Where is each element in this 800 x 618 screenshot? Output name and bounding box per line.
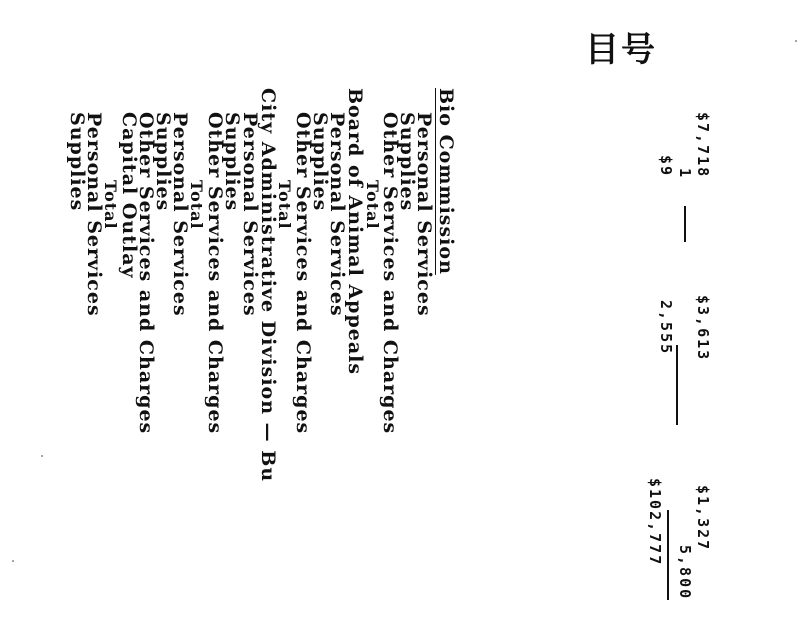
total-rule — [667, 510, 669, 600]
line-item: Personal Services — [83, 112, 105, 317]
line-item: Supplies — [221, 112, 243, 212]
section-heading: City Administrative Division — Bu — [257, 88, 279, 483]
line-item: Supplies — [66, 112, 88, 212]
amount: $7,718 — [694, 112, 712, 179]
subtotal-label: Total — [363, 180, 382, 230]
line-item: Capital Outlay — [118, 112, 140, 279]
section-heading: Board of Animal Appeals — [344, 88, 366, 376]
amount: $1,327 — [694, 485, 712, 552]
amount: 2,555 — [657, 300, 675, 356]
line-item: Personal Services — [326, 112, 348, 317]
amount: $9 — [657, 155, 675, 178]
scan-speck — [41, 455, 43, 457]
line-item: Other Services and Charges — [292, 112, 314, 435]
line-item: Other Services and Charges — [204, 112, 226, 435]
line-item: Supplies — [396, 112, 418, 212]
line-item: Supplies — [152, 112, 174, 212]
amount: 1 — [676, 168, 694, 180]
total-rule — [684, 206, 686, 242]
subtotal-label: Total — [187, 180, 206, 230]
line-item: Personal Services — [169, 112, 191, 317]
line-item: Other Services and Charges — [135, 112, 157, 435]
amount: $102,777 — [646, 478, 664, 567]
subtotal-label: Total — [101, 180, 120, 230]
section-heading: Bio Commission — [435, 88, 457, 275]
amount: $3,613 — [694, 295, 712, 362]
page-number-stamp: 目号 — [585, 30, 657, 70]
amount: 5,800 — [676, 545, 694, 601]
subtotal-label: Total — [275, 180, 294, 230]
line-item: Supplies — [309, 112, 331, 212]
line-item: Other Services and Charges — [379, 112, 401, 435]
scan-speck — [795, 40, 797, 42]
line-item: Personal Services — [239, 112, 261, 317]
total-rule — [676, 345, 678, 425]
scan-speck — [12, 560, 14, 562]
line-item: Personal Services — [413, 112, 435, 317]
